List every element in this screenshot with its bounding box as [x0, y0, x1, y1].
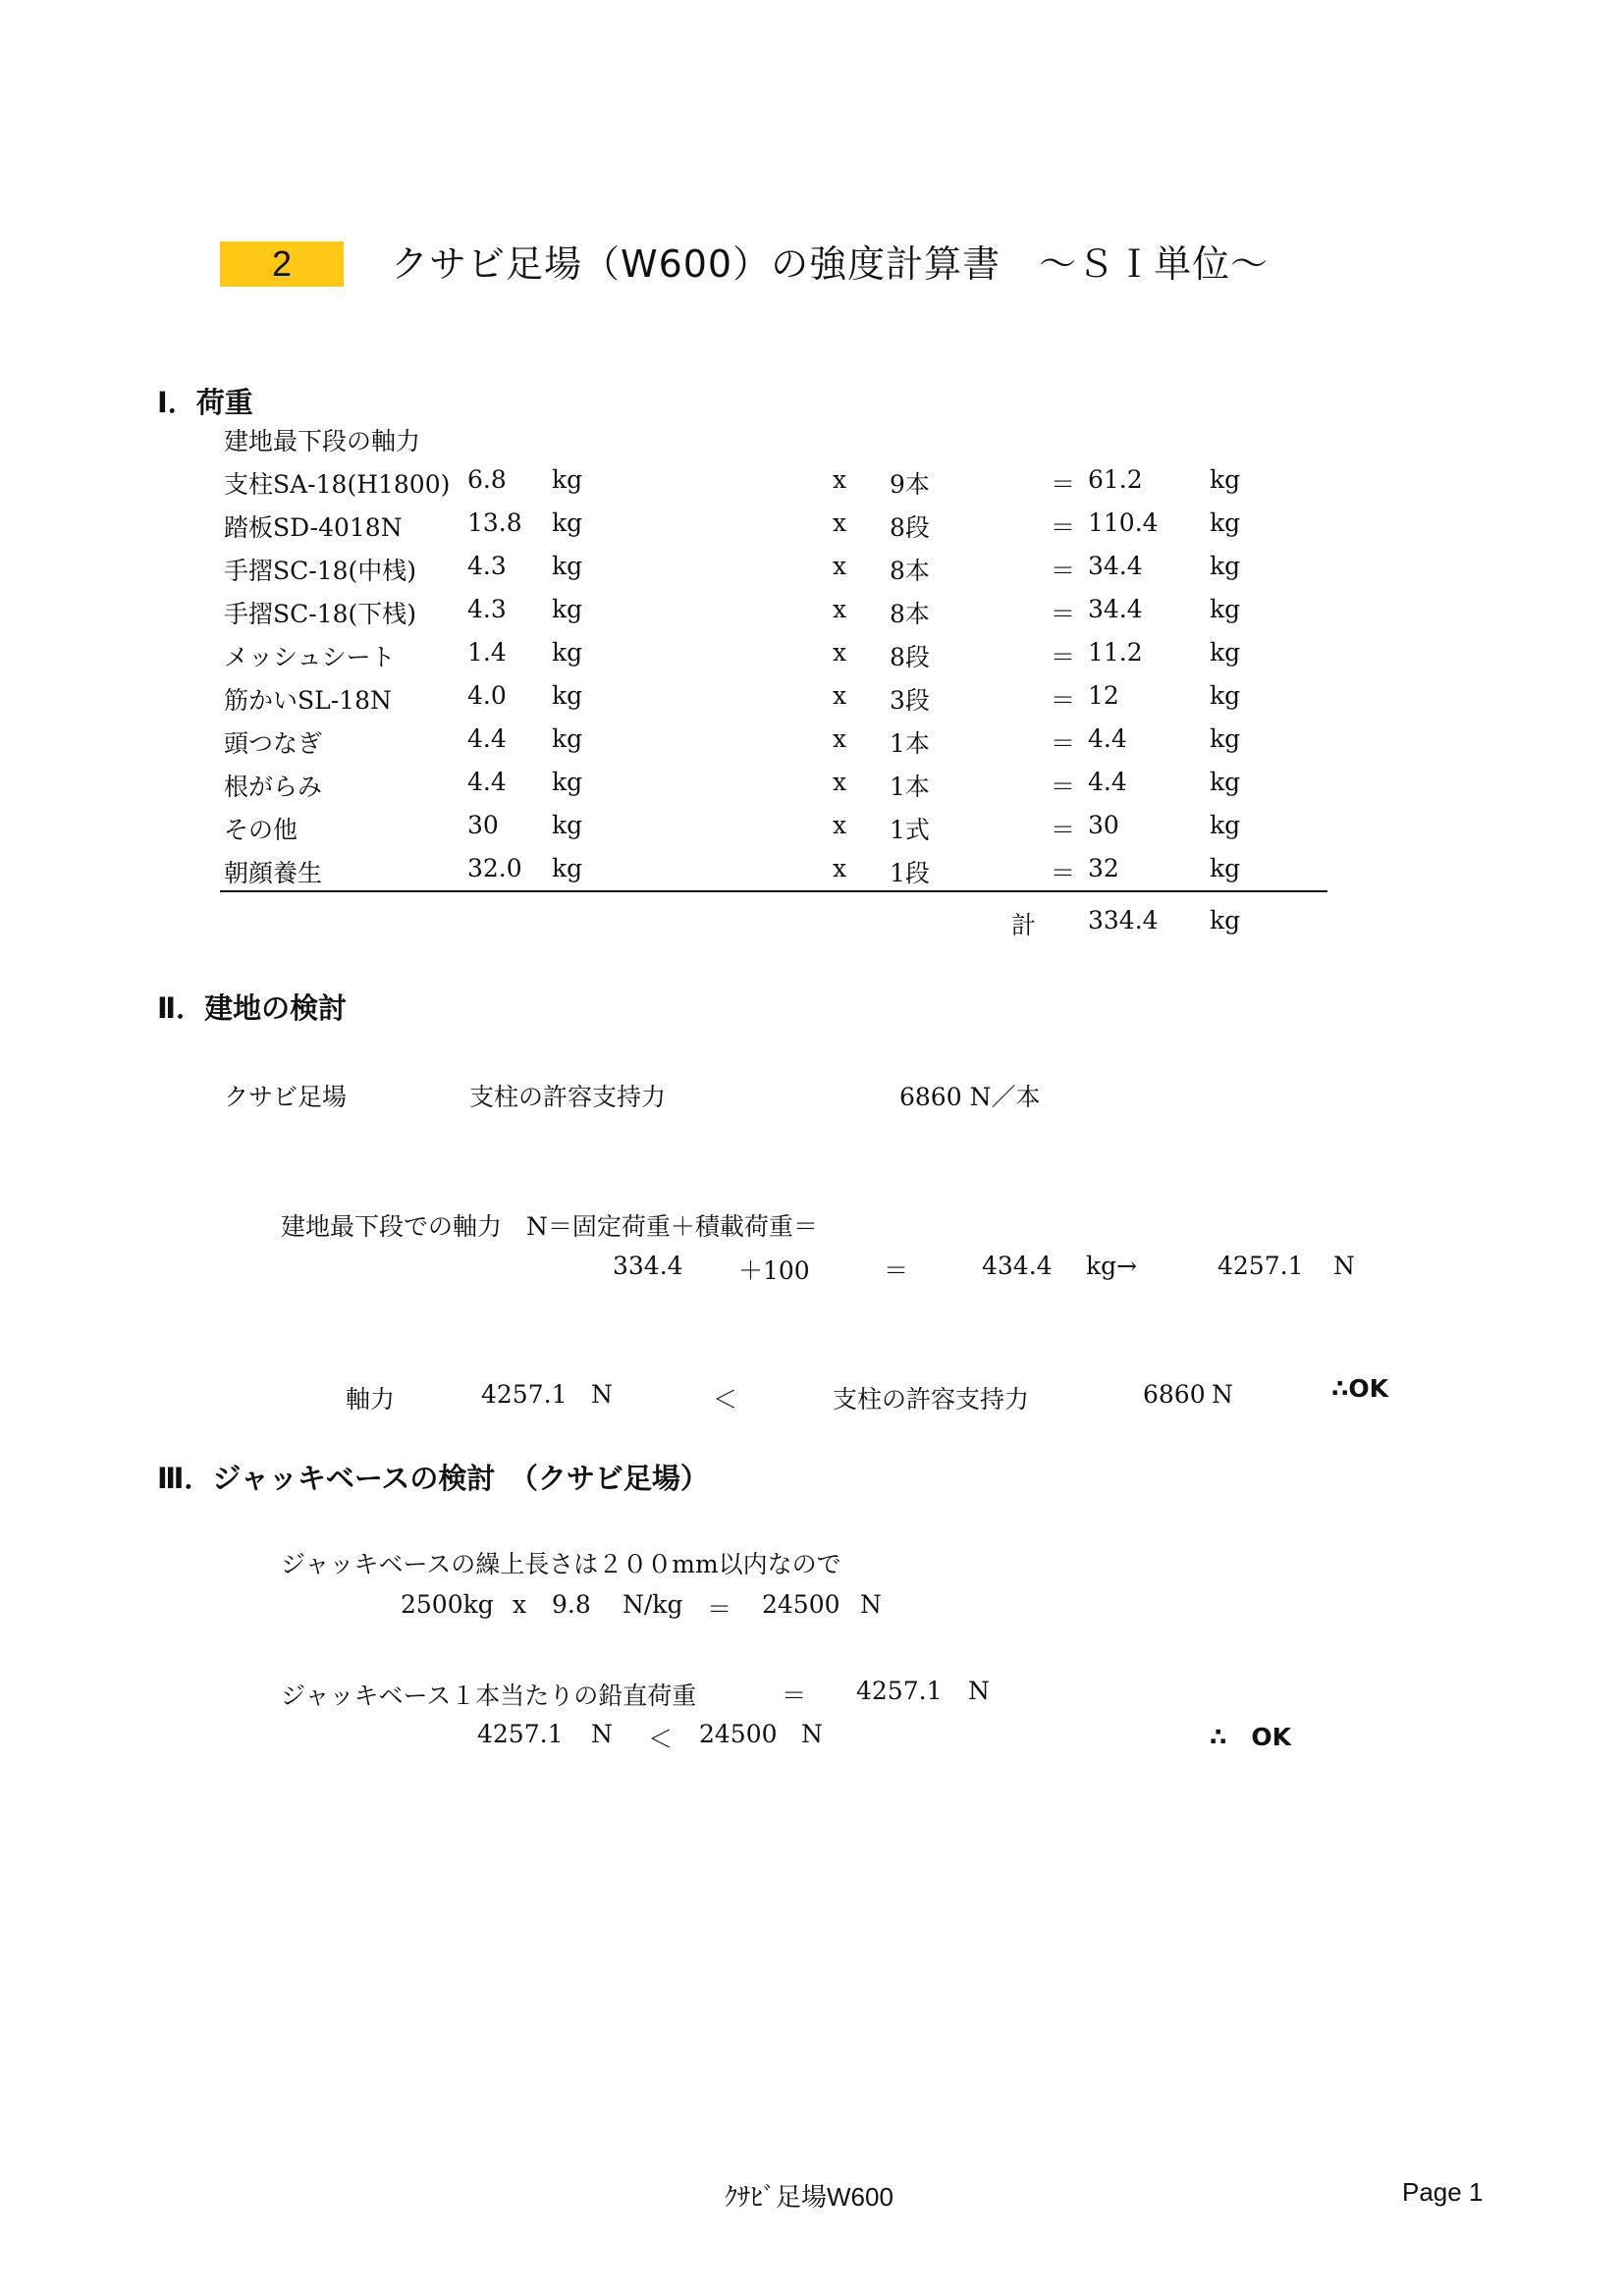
item-runit: kg — [1210, 638, 1241, 667]
item-qty: 1式 — [890, 816, 930, 844]
section2-heading: Ⅱ．建地の検討 — [157, 991, 348, 1025]
vertical-load-label: ジャッキベース１本当たりの鉛直荷重 — [281, 1682, 697, 1710]
section-number-badge: 2 — [220, 241, 344, 287]
item-unit: kg — [552, 724, 583, 753]
check-axial-label: 軸力 — [346, 1385, 396, 1414]
item-weight: 30 — [467, 811, 499, 839]
item-weight: 32.0 — [467, 854, 522, 882]
item-x: x — [833, 465, 847, 494]
vertical-load-unit: N — [968, 1677, 990, 1705]
item-runit: kg — [1210, 768, 1241, 796]
total-label: 計 — [1011, 911, 1037, 939]
item-result: 34.4 — [1088, 595, 1143, 623]
item-result: 34.4 — [1088, 552, 1143, 580]
item-weight: 4.4 — [467, 768, 507, 796]
item-runit: kg — [1210, 854, 1241, 882]
item-runit: kg — [1210, 595, 1241, 623]
item-eq: ＝ — [1051, 773, 1076, 801]
total-value: 334.4 — [1088, 906, 1159, 934]
load-newton: 4257.1 — [1218, 1252, 1304, 1280]
footer-title: ｸｻﾋﾞ足場W600 — [725, 2182, 893, 2212]
unit-arrow: kg→ — [1086, 1252, 1138, 1280]
section1-subheading: 建地最下段の軸力 — [224, 427, 421, 455]
item-eq: ＝ — [1051, 859, 1076, 887]
item-name: 支柱SA-18(H1800) — [224, 470, 451, 499]
check-allow-value: 6860 — [1143, 1380, 1206, 1409]
axial-force-formula: 建地最下段での軸力 N＝固定荷重＋積載荷重＝ — [281, 1212, 818, 1241]
item-runit: kg — [1210, 681, 1241, 710]
item-x: x — [833, 552, 847, 580]
item-eq: ＝ — [1051, 686, 1076, 715]
item-qty: 8本 — [890, 600, 930, 628]
item-unit: kg — [552, 811, 583, 839]
item-weight: 4.3 — [467, 595, 507, 623]
live-load: ＋100 — [738, 1256, 810, 1285]
fixed-load: 334.4 — [613, 1252, 683, 1280]
jack-equals: ＝ — [707, 1595, 732, 1624]
jack-check-capacity-unit: N — [801, 1720, 823, 1748]
item-unit: kg — [552, 595, 583, 623]
table-rule — [220, 890, 1327, 892]
load-newton-unit: N — [1333, 1252, 1355, 1280]
section3-heading: Ⅲ．ジャッキベースの検討 （クサビ足場） — [157, 1462, 709, 1495]
item-result: 32 — [1088, 854, 1119, 882]
jack-capacity-unit: N — [860, 1590, 882, 1619]
item-qty: 1本 — [890, 729, 930, 758]
item-name: 筋かいSL-18N — [224, 686, 392, 715]
item-name: 頭つなぎ — [224, 729, 323, 758]
item-name: その他 — [224, 816, 298, 844]
item-x: x — [833, 724, 847, 753]
item-runit: kg — [1210, 465, 1241, 494]
item-qty: 8段 — [890, 643, 930, 671]
item-result: 61.2 — [1088, 465, 1143, 494]
item-unit: kg — [552, 768, 583, 796]
jack-capacity-kg: 2500kg — [401, 1590, 494, 1619]
item-result: 4.4 — [1088, 768, 1127, 796]
item-result: 4.4 — [1088, 724, 1127, 753]
item-weight: 4.0 — [467, 681, 507, 710]
jack-check-capacity: 24500 — [699, 1720, 778, 1748]
item-qty: 1段 — [890, 859, 930, 887]
jack-check-operator: ＜ — [648, 1725, 674, 1753]
item-unit: kg — [552, 465, 583, 494]
scaffold-type: クサビ足場 — [224, 1083, 348, 1111]
item-unit: kg — [552, 681, 583, 710]
item-name: 手摺SC-18(中桟) — [224, 557, 417, 585]
jack-check-result-ok: ∴ OK — [1210, 1723, 1292, 1751]
item-weight: 1.4 — [467, 638, 507, 667]
item-x: x — [833, 638, 847, 667]
item-weight: 6.8 — [467, 465, 507, 494]
jack-base-note: ジャッキベースの繰上長さは２００mm以内なので — [281, 1550, 841, 1578]
item-name: 朝顔養生 — [224, 859, 323, 887]
item-eq: ＝ — [1051, 557, 1076, 585]
section1-heading: Ⅰ．荷重 — [157, 386, 253, 419]
item-qty: 3段 — [890, 686, 930, 715]
item-result: 110.4 — [1088, 508, 1159, 537]
load-sum: 434.4 — [982, 1252, 1053, 1280]
item-result: 12 — [1088, 681, 1119, 710]
check-allow-label: 支柱の許容支持力 — [833, 1385, 1030, 1414]
item-unit: kg — [552, 854, 583, 882]
vertical-load-equals: ＝ — [782, 1682, 807, 1710]
item-unit: kg — [552, 552, 583, 580]
check-axial-value: 4257.1 — [481, 1380, 568, 1409]
gravity-value: 9.8 — [552, 1590, 591, 1619]
item-result: 30 — [1088, 811, 1119, 839]
page-number: Page 1 — [1402, 2177, 1484, 2207]
item-weight: 13.8 — [467, 508, 522, 537]
item-runit: kg — [1210, 552, 1241, 580]
item-name: 根がらみ — [224, 773, 323, 801]
item-runit: kg — [1210, 811, 1241, 839]
item-qty: 1本 — [890, 773, 930, 801]
item-name: メッシュシート — [224, 643, 396, 671]
item-unit: kg — [552, 638, 583, 667]
gravity-unit: N/kg — [623, 1590, 683, 1619]
check-axial-unit: N — [591, 1380, 613, 1409]
item-weight: 4.4 — [467, 724, 507, 753]
item-eq: ＝ — [1051, 513, 1076, 542]
item-x: x — [833, 768, 847, 796]
calc-equals: ＝ — [884, 1256, 909, 1285]
allowable-load-value: 6860 N／本 — [899, 1083, 1041, 1111]
item-eq: ＝ — [1051, 470, 1076, 499]
item-result: 11.2 — [1088, 638, 1143, 667]
item-qty: 8段 — [890, 513, 930, 542]
item-x: x — [833, 811, 847, 839]
jack-times: x — [513, 1590, 527, 1619]
check-allow-unit: N — [1212, 1380, 1233, 1409]
item-x: x — [833, 508, 847, 537]
item-x: x — [833, 681, 847, 710]
item-name: 手摺SC-18(下桟) — [224, 600, 417, 628]
item-name: 踏板SD-4018N — [224, 513, 403, 542]
item-x: x — [833, 595, 847, 623]
item-eq: ＝ — [1051, 600, 1076, 628]
item-eq: ＝ — [1051, 643, 1076, 671]
total-unit: kg — [1210, 906, 1241, 934]
allowable-load-label: 支柱の許容支持力 — [469, 1083, 667, 1111]
item-x: x — [833, 854, 847, 882]
jack-check-load-unit: N — [591, 1720, 613, 1748]
item-runit: kg — [1210, 724, 1241, 753]
item-qty: 9本 — [890, 470, 930, 499]
vertical-load-value: 4257.1 — [856, 1677, 943, 1705]
check-result-ok: ∴OK — [1331, 1374, 1389, 1403]
item-weight: 4.3 — [467, 552, 507, 580]
jack-capacity-n: 24500 — [762, 1590, 840, 1619]
item-qty: 8本 — [890, 557, 930, 585]
item-runit: kg — [1210, 508, 1241, 537]
jack-check-load: 4257.1 — [477, 1720, 564, 1748]
check-operator: ＜ — [713, 1385, 738, 1414]
item-unit: kg — [552, 508, 583, 537]
item-eq: ＝ — [1051, 729, 1076, 758]
item-eq: ＝ — [1051, 816, 1076, 844]
page-title: クサビ足場（W600）の強度計算書 ～ＳＩ単位～ — [391, 242, 1270, 286]
